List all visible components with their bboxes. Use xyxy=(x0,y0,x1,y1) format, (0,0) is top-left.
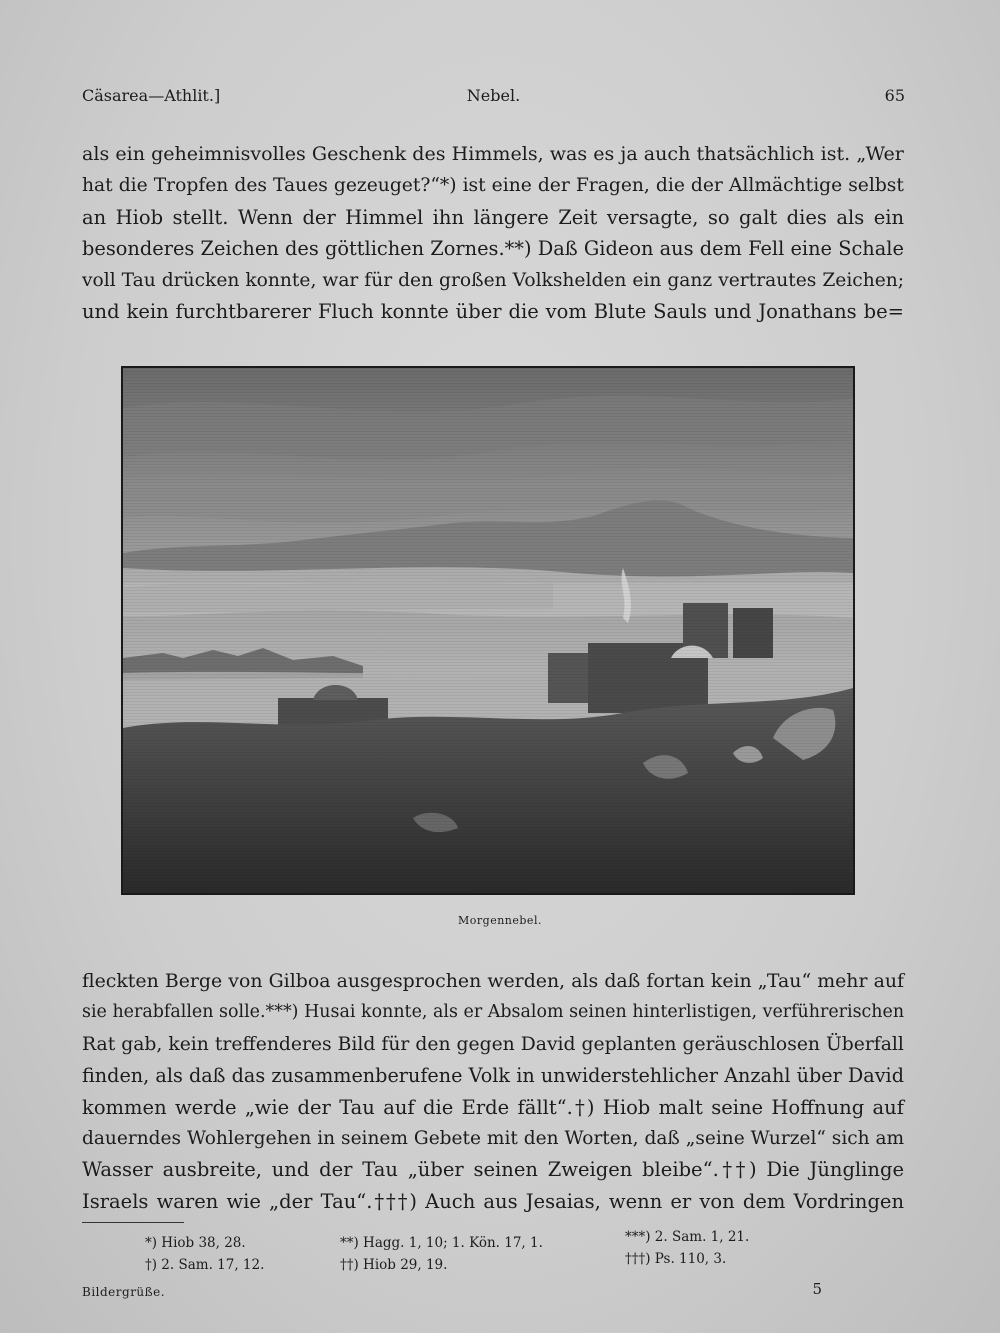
printer-signature: Bildergrüße. xyxy=(82,1285,166,1299)
footnote: †††) Ps. 110, 3. xyxy=(625,1251,727,1267)
text-line: Wasser ausbreite, und der Tau „über seinen Zweigen bleibe“.††) Die Jünglinge xyxy=(82,1158,904,1182)
text-line: als ein geheimnisvolles Geschenk des Himmels, was es ja auch thatsächlich ist. „Wer xyxy=(82,143,904,165)
text-line: besonderes Zeichen des göttlichen Zornes.**) Daß Gideon aus dem Fell eine Schale xyxy=(82,237,904,261)
body-text-top xyxy=(82,139,904,327)
text-line: Rat gab, kein treffenderes Bild für den gegen David geplanten geräuschlosen Überfall xyxy=(82,1033,904,1055)
text-line: finden, als daß das zusammenberufene Volk in unwiderstehlicher Anzahl über David xyxy=(82,1064,904,1088)
sheet-number: 5 xyxy=(812,1280,822,1298)
misty-landscape-engraving xyxy=(123,368,853,893)
text-line: Israels waren wie „der Tau“.†††) Auch aus Jesaias, wenn er von dem Vordringen xyxy=(82,1189,905,1213)
header-chapter-title: Nebel. xyxy=(466,86,521,105)
footnote: *) Hiob 38, 28. xyxy=(145,1235,246,1251)
running-header xyxy=(82,86,905,112)
footnote: **) Hagg. 1, 10; 1. Kön. 17, 1. xyxy=(340,1235,543,1251)
page-number: 65 xyxy=(884,86,905,105)
header-section-title: Cäsarea—Athlit.] xyxy=(82,86,221,105)
text-line: an Hiob stellt. Wenn der Himmel ihn längere Zeit versagte, so galt dies als ein xyxy=(82,205,905,229)
text-line: fleckten Berge von Gilboa ausgesprochen werden, als daß fortan kein „Tau“ mehr auf xyxy=(82,970,905,992)
footnote-rule xyxy=(82,1222,184,1223)
text-line: voll Tau drücken konnte, war für den großen Volkshelden ein ganz vertrautes Zeichen; xyxy=(82,269,905,291)
text-line: sie herabfallen solle.***) Husai konnte, als er Absalom seinen hinterlistigen, verführerischen xyxy=(82,1002,905,1023)
text-line: kommen werde „wie der Tau auf die Erde fällt“.†) Hiob malt seine Hoffnung auf xyxy=(82,1095,904,1119)
text-line: und kein furchtbarerer Fluch konnte über die vom Blute Sauls und Jonathans be= xyxy=(82,300,904,324)
engraving-illustration xyxy=(121,366,855,895)
text-line: hat die Tropfen des Taues gezeuget?“*) ist eine der Fragen, die der Allmächtige selbst xyxy=(82,175,904,197)
footnote: †) 2. Sam. 17, 12. xyxy=(145,1257,265,1273)
body-text-bottom xyxy=(82,966,904,1217)
footnote: ††) Hiob 29, 19. xyxy=(340,1257,448,1273)
footnote: ***) 2. Sam. 1, 21. xyxy=(625,1229,750,1245)
text-line: dauerndes Wohlergehen in seinem Gebete mit den Worten, daß „seine Wurzel“ sich am xyxy=(82,1128,905,1150)
figure-caption: Morgennebel. xyxy=(458,914,542,927)
